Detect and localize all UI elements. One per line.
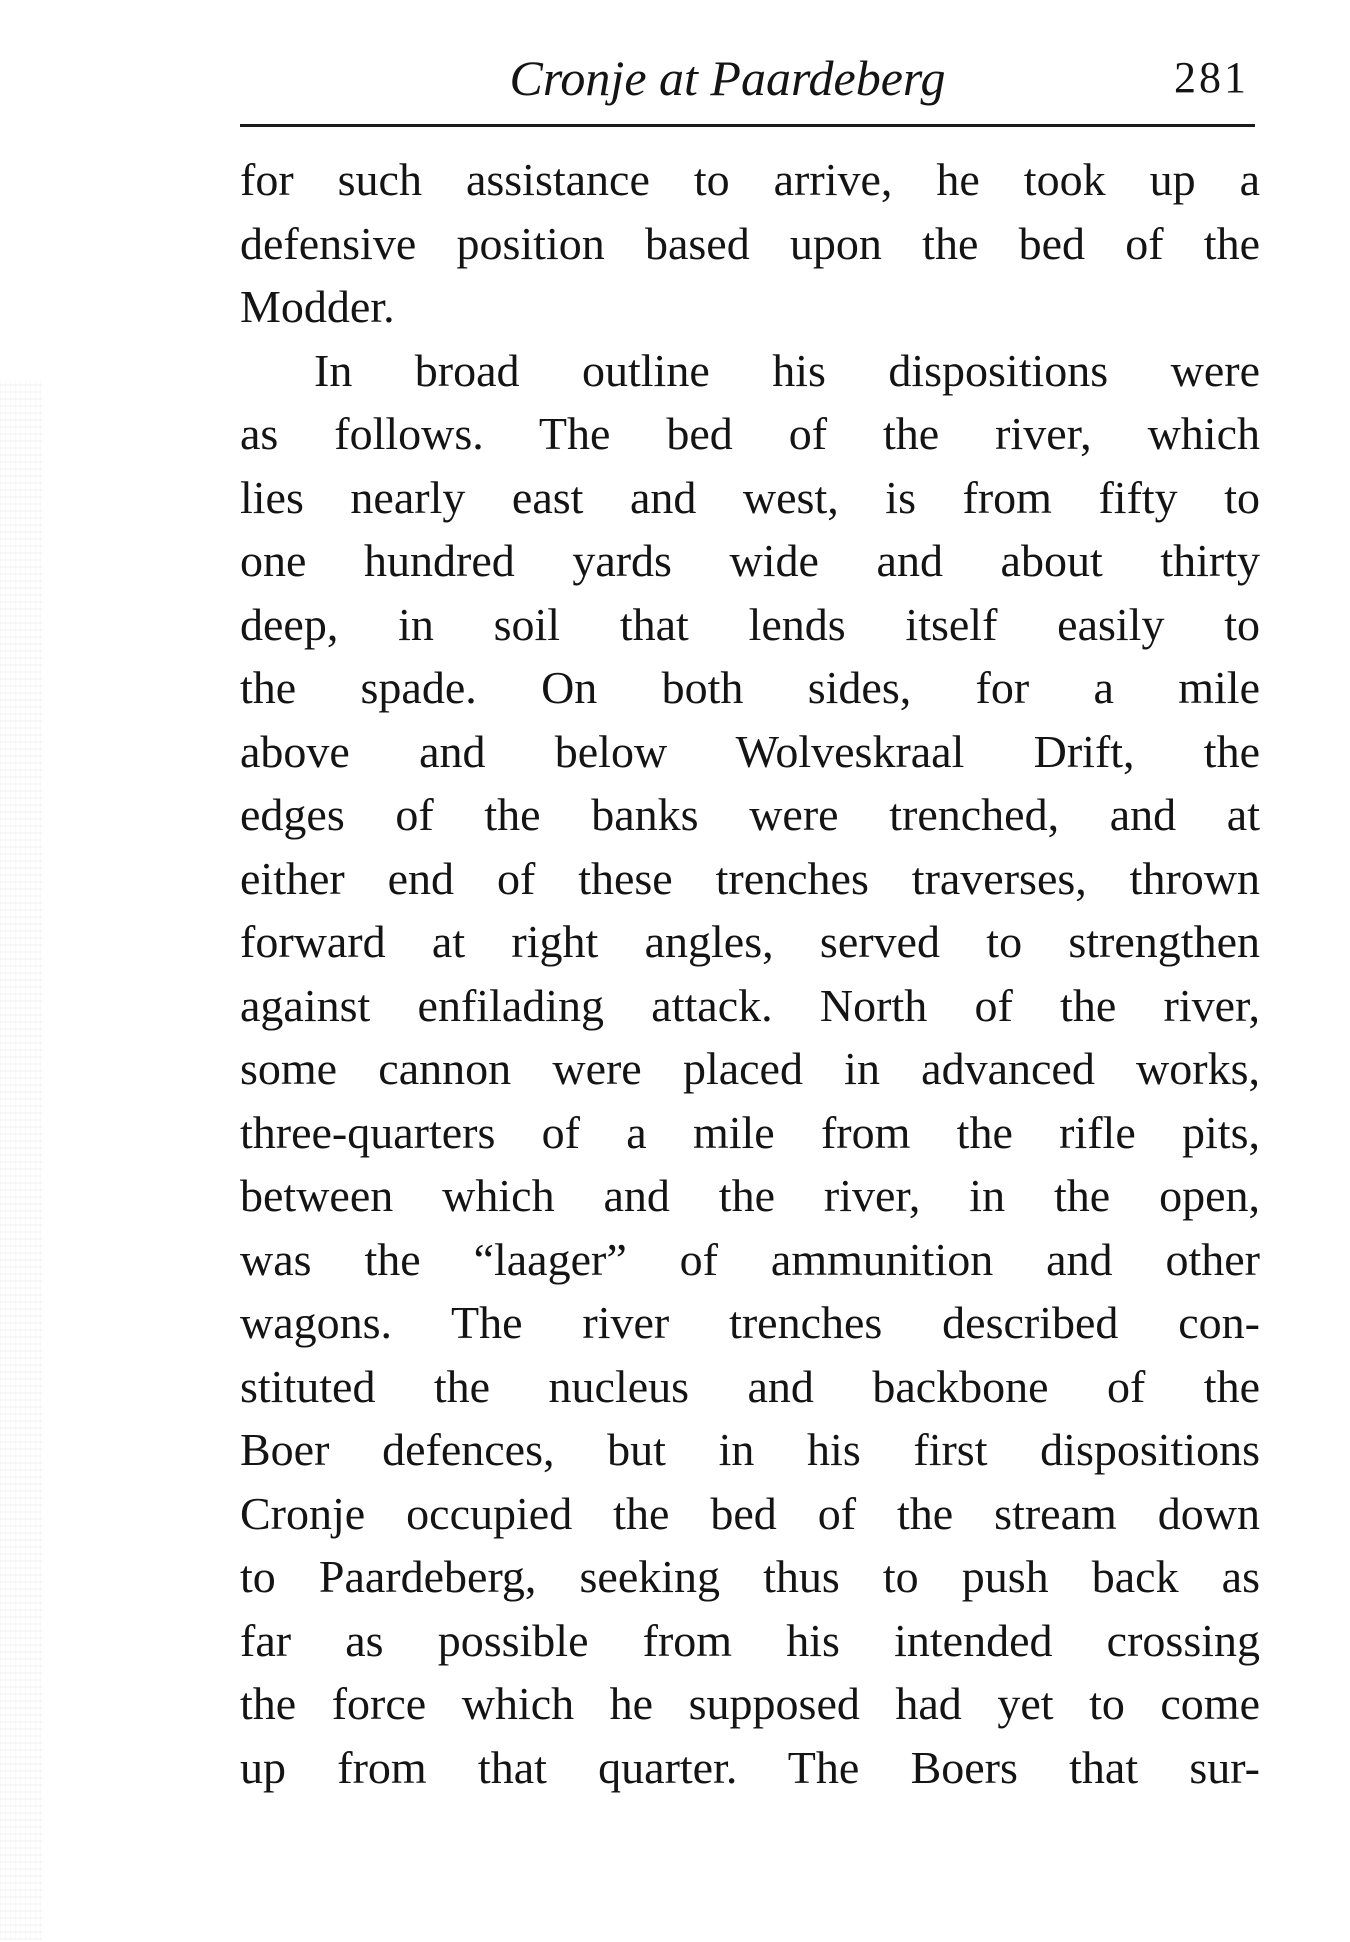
text-line: forward at right angles, served to strengthen	[240, 916, 1260, 967]
text-line: defensive position based upon the bed of the	[240, 217, 1260, 269]
text-line: Boer defences, but in his first dispositions	[240, 1424, 1260, 1475]
text-line: the force which he supposed had yet to come	[240, 1678, 1260, 1729]
text-line: some cannon were placed in advanced works,	[240, 1043, 1260, 1094]
text-line: lies nearly east and west, is from fifty to	[240, 471, 1260, 523]
running-title: Cronje at Paardeberg	[509, 50, 946, 106]
text-line: three-quarters of a mile from the rifle pits,	[240, 1106, 1260, 1158]
text-line: for such assistance to arrive, he took up a	[240, 154, 1260, 205]
text-line: to Paardeberg, seeking thus to push back as	[240, 1551, 1260, 1602]
text-line: against enfilading attack. North of the river,	[240, 979, 1260, 1031]
text-line: stituted the nucleus and backbone of the	[240, 1360, 1260, 1412]
text-line: the spade. On both sides, for a mile	[240, 662, 1260, 713]
text-line: far as possible from his intended crossing	[240, 1614, 1260, 1666]
scan-edge-noise	[0, 380, 42, 1940]
text-line: either end of these trenches traverses, thrown	[240, 852, 1260, 904]
text-line: was the “laager” of ammunition and other	[240, 1233, 1260, 1285]
text-line: Modder.	[240, 281, 395, 332]
page-number: 281	[1174, 53, 1249, 102]
text-line: one hundred yards wide and about thirty	[240, 535, 1260, 586]
page-header	[240, 46, 1255, 116]
body-text	[240, 148, 1260, 1799]
text-line: wagons. The river trenches described con-	[240, 1297, 1260, 1348]
text-line: deep, in soil that lends itself easily to	[240, 598, 1260, 650]
text-line: edges of the banks were trenched, and at	[240, 789, 1260, 840]
header-rule	[240, 124, 1255, 127]
text-line: between which and the river, in the open,	[240, 1170, 1260, 1221]
text-line: above and below Wolveskraal Drift, the	[240, 725, 1260, 777]
text-line: Cronje occupied the bed of the stream down	[240, 1487, 1260, 1539]
text-line: up from that quarter. The Boers that sur-	[240, 1741, 1260, 1793]
text-line: as follows. The bed of the river, which	[240, 408, 1260, 459]
text-line: In broad outline his dispositions were	[314, 344, 1260, 396]
